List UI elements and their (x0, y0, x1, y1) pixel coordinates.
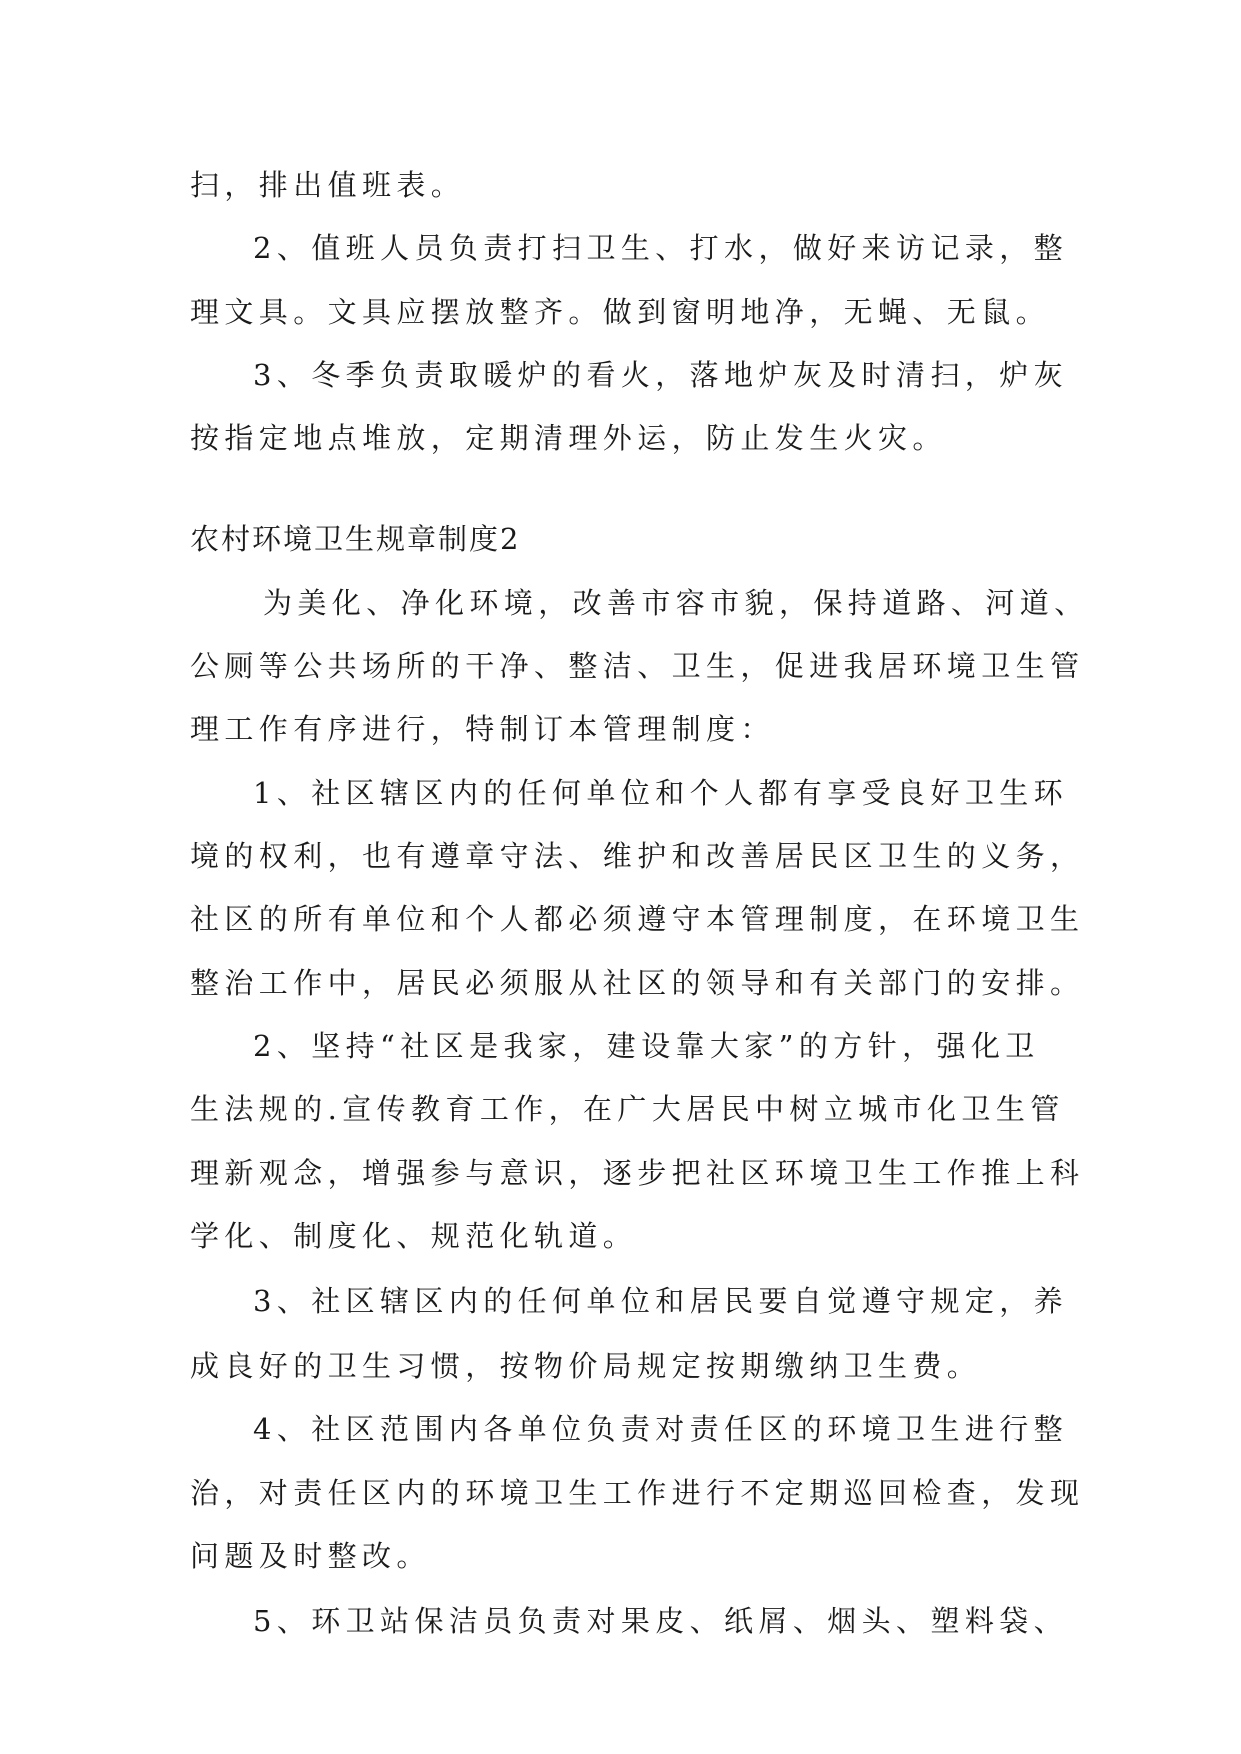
text-line: 为美化、净化环境，改善市容市貌，保持道路、河道、 (263, 586, 1089, 620)
section-title: 农村环境卫生规章制度2 (190, 522, 521, 556)
text-line: 成良好的卫生习惯，按物价局规定按期缴纳卫生费。 (190, 1349, 982, 1383)
text-line: 理文具。文具应摆放整齐。做到窗明地净，无蝇、无鼠。 (190, 295, 1051, 329)
text-line: 治，对责任区内的环境卫生工作进行不定期巡回检查，发现 (190, 1476, 1085, 1510)
text-line: 5、环卫站保洁员负责对果皮、纸屑、烟头、塑料袋、 (253, 1604, 1069, 1638)
text-line: 理新观念，增强参与意识，逐步把社区环境卫生工作推上科 (190, 1156, 1085, 1190)
text-line: 问题及时整改。 (190, 1539, 431, 1573)
text-line: 公厕等公共场所的干净、整洁、卫生，促进我居环境卫生管 (190, 649, 1085, 683)
text-line: 3、冬季负责取暖炉的看火，落地炉灰及时清扫，炉灰 (253, 358, 1069, 392)
text-line: 2、值班人员负责打扫卫生、打水，做好来访记录，整 (253, 231, 1069, 265)
text-line: 理工作有序进行，特制订本管理制度： (190, 712, 775, 746)
text-line: 社区的所有单位和个人都必须遵守本管理制度，在环境卫生 (190, 902, 1085, 936)
text-line: 整治工作中，居民必须服从社区的领导和有关部门的安排。 (190, 966, 1085, 1000)
text-line: 按指定地点堆放，定期清理外运，防止发生火灾。 (190, 421, 947, 455)
text-line: 生法规的.宣传教育工作，在广大居民中树立城市化卫生管 (190, 1092, 1065, 1126)
text-line: 扫，排出值班表。 (190, 168, 466, 202)
text-line: 境的权利，也有遵章守法、维护和改善居民区卫生的义务， (190, 839, 1085, 873)
text-line: 2、坚持“社区是我家，建设靠大家”的方针，强化卫 (253, 1029, 1040, 1063)
text-line: 学化、制度化、规范化轨道。 (190, 1219, 638, 1253)
text-line: 1、社区辖区内的任何单位和个人都有享受良好卫生环 (253, 776, 1069, 810)
text-line: 3、社区辖区内的任何单位和居民要自觉遵守规定，养 (253, 1284, 1069, 1318)
text-line: 4、社区范围内各单位负责对责任区的环境卫生进行整 (253, 1412, 1069, 1446)
